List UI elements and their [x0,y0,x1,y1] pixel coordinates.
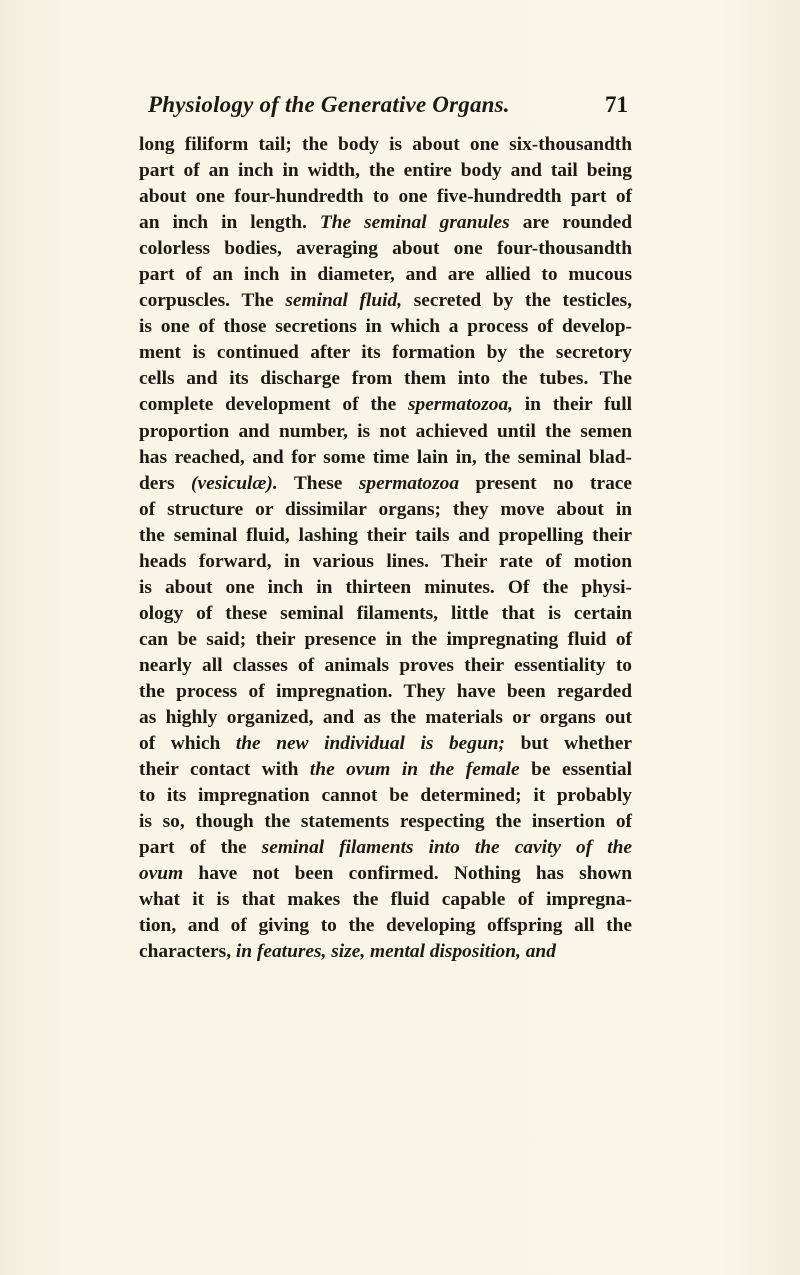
text-line [139,288,632,314]
text-segment: part of an inch in width, the entire body and tail being [139,160,632,182]
text-segment: has reached, and for some time lain in, the seminal blad- [139,446,632,468]
text-line [139,523,632,549]
text-line [139,158,632,184]
text-line [139,471,632,497]
running-head: Physiology of the Generative Organs. [148,92,510,117]
text-segment: as highly organized, and as the materials or organs out [139,707,632,729]
text-line [139,549,632,575]
text-segment: is so, though the statements respecting the insertion of [139,811,632,833]
text-line [139,861,632,887]
text-line [139,705,632,731]
text-segment: are rounded [509,212,633,234]
italic-text-segment: spermatozoa [358,472,460,494]
text-segment: an inch in length. [139,212,320,234]
text-line [139,340,632,366]
text-line [139,679,632,705]
text-segment: to its impregnation cannot be determined; it probably [139,785,632,807]
italic-text-segment: in features, size, mental disposition, and [235,941,556,963]
text-segment: long filiform tail; the body is about one six-thousandth [139,134,632,155]
text-segment: complete development of the [139,394,408,416]
text-line [139,887,632,913]
text-line [139,314,632,340]
text-segment: ders [139,472,192,494]
text-line [139,601,632,627]
text-segment: the seminal fluid, lashing their tails and propelling their [139,524,632,546]
text-segment: part of an inch in diameter, and are allied to mucous [139,264,632,286]
text-segment: characters, [139,941,236,963]
text-line [139,366,632,392]
text-segment: what it is that makes the fluid capable of impregna- [139,889,632,911]
text-segment: heads forward, in various lines. Their rate of motion [139,550,632,572]
text-segment: proportion and number, is not achieved until the semen [139,420,632,442]
text-segment: the process of impregnation. They have been regarded [139,680,632,702]
text-segment: nearly all classes of animals proves their essentiality to [139,654,632,676]
page-number: 71 [605,92,628,117]
text-segment: ment is continued after its formation by the secretory [139,342,632,364]
text-segment: colorless bodies, averaging about one four-thousandth [139,238,632,260]
text-line [139,497,632,523]
text-line [139,575,632,601]
text-line [139,392,632,418]
text-segment: is one of those secretions in which a process of develop- [139,316,632,338]
text-line [139,627,632,653]
text-segment: can be said; their presence in the impregnating fluid of [139,628,632,650]
text-segment: about one four-hundredth to one five-hundredth part of [139,186,632,208]
text-line [139,731,632,757]
italic-text-segment: the new individual is begun; [235,733,505,755]
text-line [139,783,632,809]
text-line [139,939,632,965]
text-segment: but whether [505,733,633,755]
text-line [139,653,632,679]
text-segment: in their full [513,394,632,416]
text-line [139,757,632,783]
text-segment: of which [139,733,236,755]
page-header [148,92,628,124]
text-segment: cells and its discharge from them into the tubes. The [139,368,632,390]
italic-text-segment: ovum [139,863,184,885]
text-line [139,262,632,288]
text-line [139,132,632,158]
italic-text-segment: (vesiculæ). [191,472,278,494]
body-text [139,132,632,966]
text-segment: present no trace [459,472,632,494]
italic-text-segment: the ovum in the female [309,759,520,781]
text-line [139,184,632,210]
text-line [139,210,632,236]
italic-text-segment: The seminal granules [319,212,510,234]
text-line [139,419,632,445]
text-segment: These [277,472,359,494]
italic-text-segment: seminal filaments into the cavity of the [261,837,632,859]
text-segment: part of the [139,837,262,859]
text-segment: their contact with [139,759,310,781]
text-line [139,236,632,262]
text-line [139,913,632,939]
text-line [139,809,632,835]
text-segment: of structure or dissimilar organs; they move about in [139,498,632,520]
text-segment: secreted by the testicles, [402,290,633,312]
text-segment: ology of these seminal filaments, little that is certain [139,602,632,624]
italic-text-segment: seminal fluid, [285,290,403,312]
text-segment: have not been confirmed. Nothing has shown [183,863,632,885]
text-segment: be essential [519,759,633,781]
text-line [139,835,632,861]
text-segment: tion, and of giving to the developing offspring all the [139,915,632,937]
text-line [139,445,632,471]
italic-text-segment: spermatozoa, [407,394,513,416]
text-segment: is about one inch in thirteen minutes. Of the physi- [139,576,632,598]
text-segment: corpuscles. The [139,290,286,312]
